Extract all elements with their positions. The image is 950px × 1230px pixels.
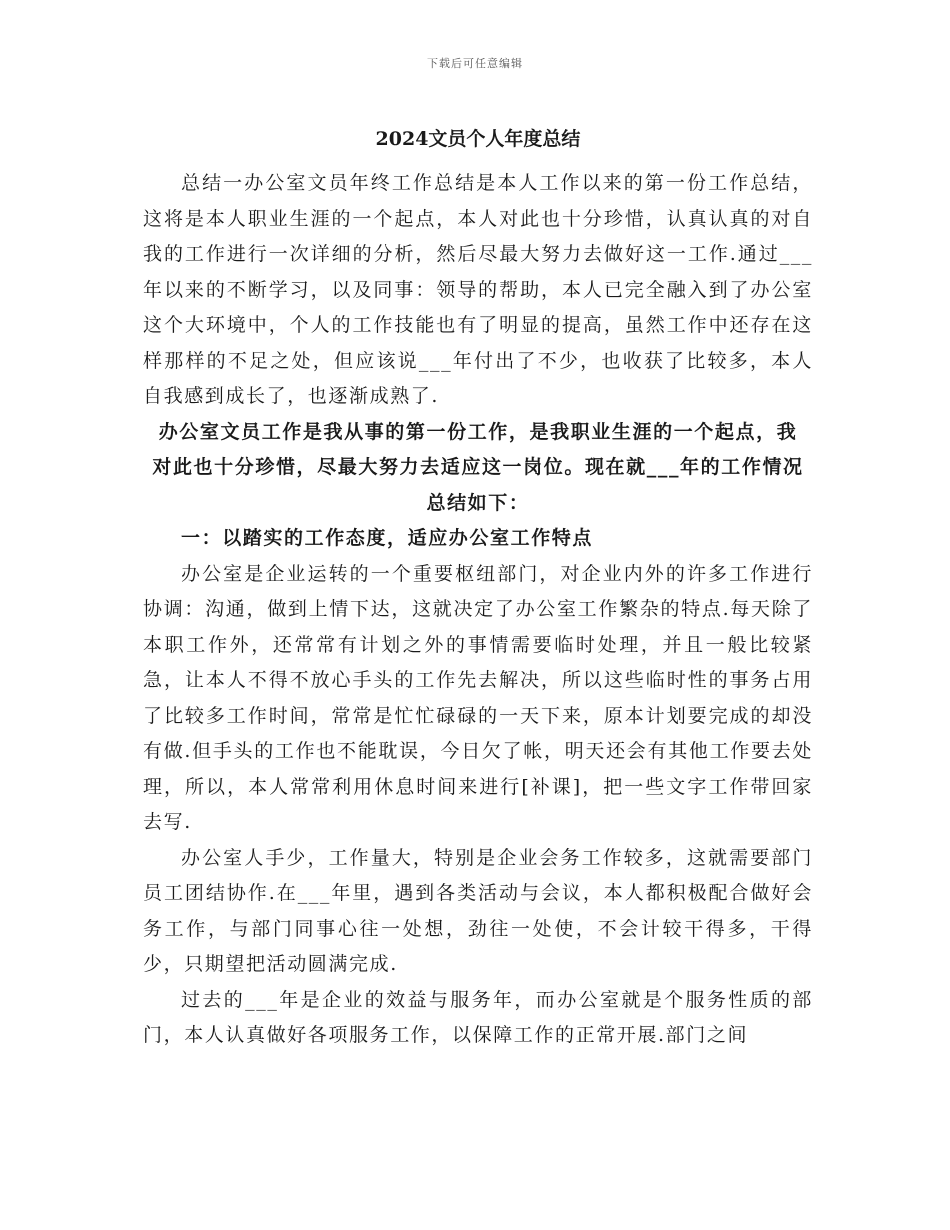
paragraph-bold-summary: 办公室文员工作是我从事的第一份工作，是我职业生涯的一个起点，我对此也十分珍惜，尽最大努力去适应这一岗位。现在就___年的工作情况总结如下：: [152, 420, 804, 514]
document-body: [143, 122, 813, 1054]
paragraph-intro: 总结一办公室文员年终工作总结是本人工作以来的第一份工作总结，这将是本人职业生涯的一个起点，本人对此也十分珍惜，认真认真的对自我的工作进行一次详细的分析，然后尽最大努力去做好这一工作.通过___年以来的不断学习，以及同事：领导的帮助，本人已完全融入到了办公室这个大环境中，个人的工作技能也有了明显的提高，虽然工作中还存在这样那样的不足之处，但应该说___年付出了不少，也收获了比较多，本人自我感到成长了，也逐渐成熟了.: [143, 172, 813, 407]
section-heading-1: 一：以踏实的工作态度，适应办公室工作特点: [181, 527, 594, 549]
paragraph-service: 过去的___年是企业的效益与服务年，而办公室就是个服务性质的部门，本人认真做好各项服务工作，以保障工作的正常开展.部门之间: [143, 988, 813, 1046]
header-note: 下载后可任意编辑: [427, 57, 523, 70]
document-title: 2024文员个人年度总结: [375, 128, 581, 150]
paragraph-office-role: 办公室是企业运转的一个重要枢纽部门，对企业内外的许多工作进行协调：沟通，做到上情下达，这就决定了办公室工作繁杂的特点.每天除了本职工作外，还常常有计划之外的事情需要临时处理，并且一般比较紧急，让本人不得不放心手头的工作先去解决，所以这些临时性的事务占用了比较多工作时间，常常是忙忙碌碌的一天下来，原本计划要完成的却没有做.但手头的工作也不能耽误，今日欠了帐，明天还会有其他工作要去处理，所以，本人常常利用休息时间来进行[补课]，把一些文字工作带回家去写.: [143, 562, 813, 833]
paragraph-teamwork: 办公室人手少，工作量大，特别是企业会务工作较多，这就需要部门员工团结协作.在___年里，遇到各类活动与会议，本人都积极配合做好会务工作，与部门同事心往一处想，劲往一处使，不会计较干得多，干得少，只期望把活动圆满完成.: [143, 846, 813, 975]
